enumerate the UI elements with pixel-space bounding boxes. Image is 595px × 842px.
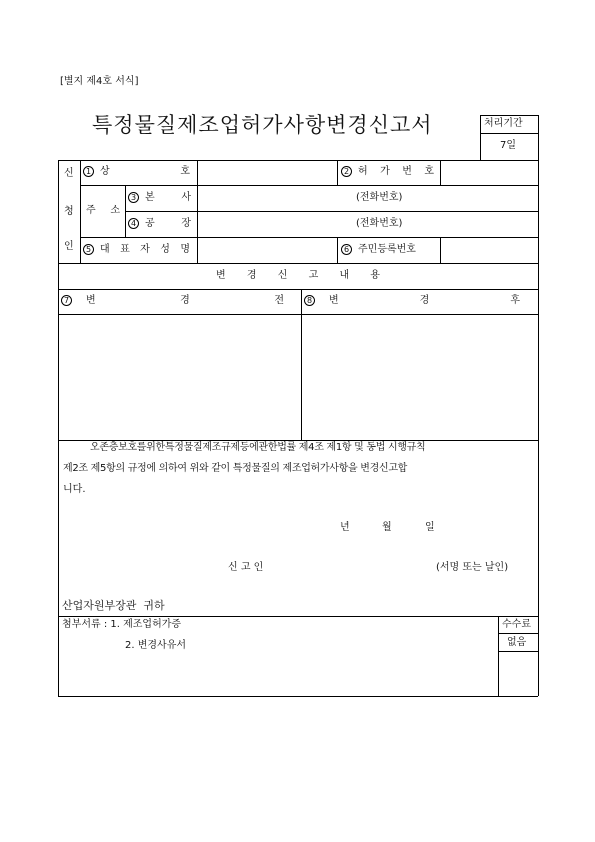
head-office-label: 본 사 (145, 192, 191, 203)
permit-no-label: 허 가 번 호 (358, 166, 434, 177)
factory-num: 4 (128, 218, 142, 231)
representative-num: 5 (83, 244, 97, 257)
attachments-label: 첨부서류 : 1. 제조업허가증 (62, 619, 182, 630)
processing-period-label: 처리기간 (484, 118, 523, 129)
fee-value: 없음 (507, 637, 527, 648)
statement-line-1: 오존층보호를위한특정물질제조규제등에관한법률 제4조 제1항 및 동법 시행규칙 (90, 442, 426, 453)
date-month-label: 월 (382, 522, 392, 533)
factory-label: 공 장 (145, 218, 191, 229)
before-num: 7 (61, 295, 75, 308)
after-label: 변 경 후 (329, 295, 520, 306)
reporter-label: 신 고 인 (228, 562, 264, 573)
applicant-label-1: 신 (64, 168, 74, 179)
statement-line-3: 니다. (63, 484, 86, 495)
form-reference: [별지 제4호 서식] (60, 76, 139, 87)
resident-no-label: 주민등록번호 (358, 244, 416, 255)
signature-note: (서명 또는 날인) (436, 562, 509, 573)
applicant-label-3: 인 (64, 241, 74, 252)
permit-no-num: 2 (341, 166, 355, 179)
address-label: 주 소 (86, 205, 120, 216)
resident-no-num: 6 (341, 244, 355, 257)
after-content-field[interactable] (303, 316, 536, 438)
applicant-label-2: 청 (64, 206, 74, 217)
processing-period-value: 7일 (500, 140, 517, 151)
representative-field[interactable] (199, 239, 335, 261)
attachment-item-2: 2. 변경사유서 (125, 640, 187, 651)
after-num: 8 (304, 295, 318, 308)
trade-name-num: 1 (83, 166, 97, 179)
head-office-num: 3 (128, 192, 142, 205)
representative-label: 대 표 자 성 명 (100, 244, 190, 255)
fee-label: 수수료 (502, 619, 531, 630)
form-title: 특정물질제조업허가사항변경신고서 (92, 113, 433, 137)
before-label: 변 경 전 (86, 295, 284, 306)
resident-no-field[interactable] (442, 239, 536, 261)
trade-name-field[interactable] (199, 162, 335, 184)
permit-no-field[interactable] (442, 162, 536, 184)
head-office-phone: (전화번호) (356, 192, 403, 203)
statement-line-2: 제2조 제5항의 규정에 의하여 위와 같이 특정물질의 제조업허가사항을 변경신고합 (63, 463, 408, 474)
date-day-label: 일 (425, 522, 435, 533)
addressee: 산업자원부장관 귀하 (62, 599, 165, 612)
before-content-field[interactable] (60, 316, 299, 438)
trade-name-label: 상 호 (100, 166, 190, 177)
change-details-header: 변 경 신 고 내 용 (216, 270, 380, 281)
factory-phone: (전화번호) (356, 218, 403, 229)
date-year-label: 년 (340, 522, 350, 533)
